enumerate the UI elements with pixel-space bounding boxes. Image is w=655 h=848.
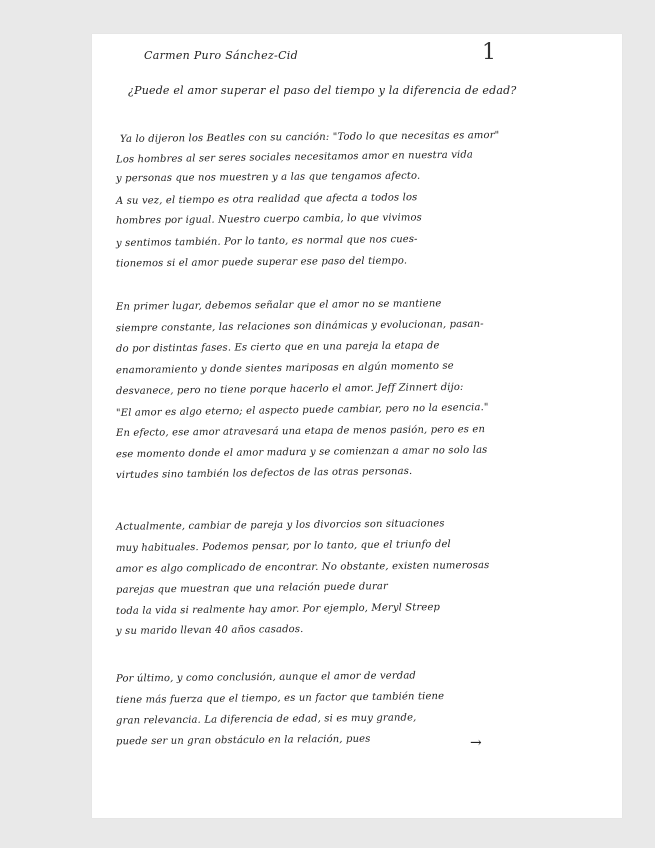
paragraph-line: Los hombres al ser seres sociales necesitamos amor en nuestra vida [115,149,474,166]
paragraph-line: y su marido llevan 40 años casados. [115,624,304,637]
paragraph-line: virtudes sino también los defectos de las otras personas. [115,465,413,482]
paragraph-line: parejas que muestran que una relación puede durar [115,581,389,596]
paragraph-line: Por último, y como conclusión, aunque el amor de verdad [115,670,417,685]
paragraph-line: y personas que nos muestren y a las que tengamos afecto. [115,170,421,185]
paragraph-line: En primer lugar, debemos señalar que el amor no se mantiene [115,298,442,313]
paragraph-line: gran relevancia. La diferencia de edad, si es muy grande, [115,712,417,727]
paragraph-line: do por distintas fases. Es cierto que en una pareja la etapa de [115,340,440,355]
continue-arrow-icon: → [470,735,482,751]
paragraph-line: Actualmente, cambiar de pareja y los divorcios son situaciones [115,518,445,533]
paragraph-line: y sentimos también. Por lo tanto, es normal que nos cues- [115,233,418,250]
paragraph-line: siempre constante, las relaciones son dinámicas y evolucionan, pasan- [115,318,484,335]
paragraph-line: toda la vida si realmente hay amor. Por ejemplo, Meryl Streep [115,602,441,617]
paragraph-line: A su vez, el tiempo es otra realidad que afecta a todos los [115,192,418,207]
paragraph-line: hombres por igual. Nuestro cuerpo cambia, lo que vivimos [115,212,422,227]
paragraph-line: muy habituales. Podemos pensar, por lo tanto, que el triunfo del [115,538,451,555]
paragraph-line: ese momento donde el amor madura y se comienzan a amar no solo las [115,444,488,461]
paragraph-line: tionemos si el amor puede superar ese paso del tiempo. [115,255,408,270]
paragraph-line: tiene más fuerza que el tiempo, es un factor que también tiene [115,690,445,707]
handwritten-page [92,34,622,818]
paragraph-line: puede ser un gran obstáculo en la relación, pues [115,733,371,748]
paragraph-line: enamoramiento y donde sientes mariposas en algún momento se [115,360,454,377]
author-name: Carmen Puro Sánchez-Cid [144,49,298,62]
paragraph-line: amor es algo complicado de encontrar. No obstante, existen numerosas [115,560,490,575]
paragraph-line: "El amor es algo eterno; el aspecto puede cambiar, pero no la esencia." [115,402,489,419]
paragraph-line: Ya lo dijeron los Beatles con su canción: "Todo lo que necesitas es amor" [119,130,500,145]
essay-question: ¿Puede el amor superar el paso del tiempo y la diferencia de edad? [128,84,517,97]
paragraph-line: desvanece, pero no tiene porque hacerlo el amor. Jeff Zinnert dijo: [115,381,464,398]
paragraph-line: En efecto, ese amor atravesará una etapa de menos pasión, pero es en [115,424,486,439]
page-number: 1 [482,40,496,65]
